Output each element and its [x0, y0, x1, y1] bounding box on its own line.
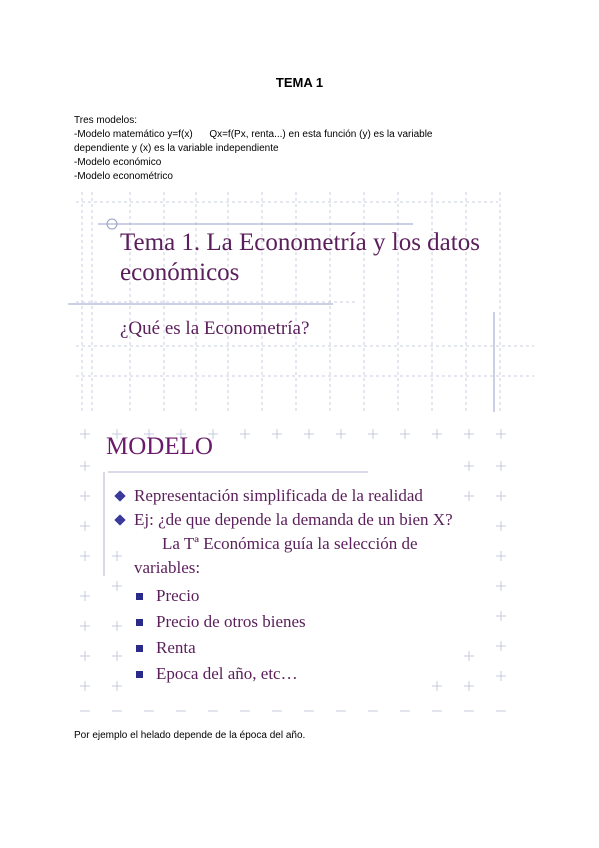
bullet-item	[116, 508, 516, 532]
square-bullet-icon	[136, 593, 143, 600]
sub-bullet-text: Precio de otros bienes	[156, 612, 306, 631]
bullet-text: Ej: ¿de que depende la demanda de un bien X?	[134, 510, 453, 529]
notes-line: -Modelo matemático y=f(x) Qx=f(Px, renta...) en esta función (y) es la variable	[74, 129, 433, 140]
slide-2-body	[116, 484, 516, 688]
notes-line: -Modelo econométrico	[74, 171, 173, 182]
bullet-text: Representación simplificada de la realidad	[134, 486, 423, 505]
notes-line: dependiente y (x) es la variable independiente	[74, 143, 279, 154]
sub-bullet-item	[136, 662, 516, 688]
diamond-bullet-icon	[114, 514, 125, 525]
slide-grid-decoration	[68, 192, 534, 412]
page-heading: TEMA 1	[275, 75, 324, 90]
notes-line: Tres modelos:	[74, 115, 137, 126]
square-bullet-icon	[136, 645, 143, 652]
sub-bullet-item	[136, 636, 516, 662]
slide-1-title: Tema 1. La Econometría y los datos económicos	[120, 229, 480, 286]
square-bullet-icon	[136, 671, 143, 678]
slide-2-title: MODELO	[106, 433, 213, 460]
sub-bullet-text: Precio	[156, 586, 200, 605]
square-bullet-icon	[136, 619, 143, 626]
sub-bullet-text: Renta	[156, 638, 196, 657]
notes-block	[74, 114, 544, 184]
bullet-continuation: La Tª Económica guía la selección de	[162, 534, 418, 553]
notes-line: -Modelo económico	[74, 157, 162, 168]
sub-bullet-text: Epoca del año, etc…	[156, 664, 298, 683]
slide-2	[68, 426, 534, 716]
diamond-bullet-icon	[114, 490, 125, 501]
footer-note: Por ejemplo el helado depende de la época del año.	[74, 730, 306, 741]
bullet-continuation: variables:	[134, 558, 201, 577]
slide-1-subtitle: ¿Qué es la Econometría?	[120, 318, 310, 339]
slide-1	[68, 192, 534, 412]
sub-bullet-item	[136, 610, 516, 636]
sub-bullet-item	[136, 584, 516, 610]
bullet-item	[116, 484, 516, 508]
